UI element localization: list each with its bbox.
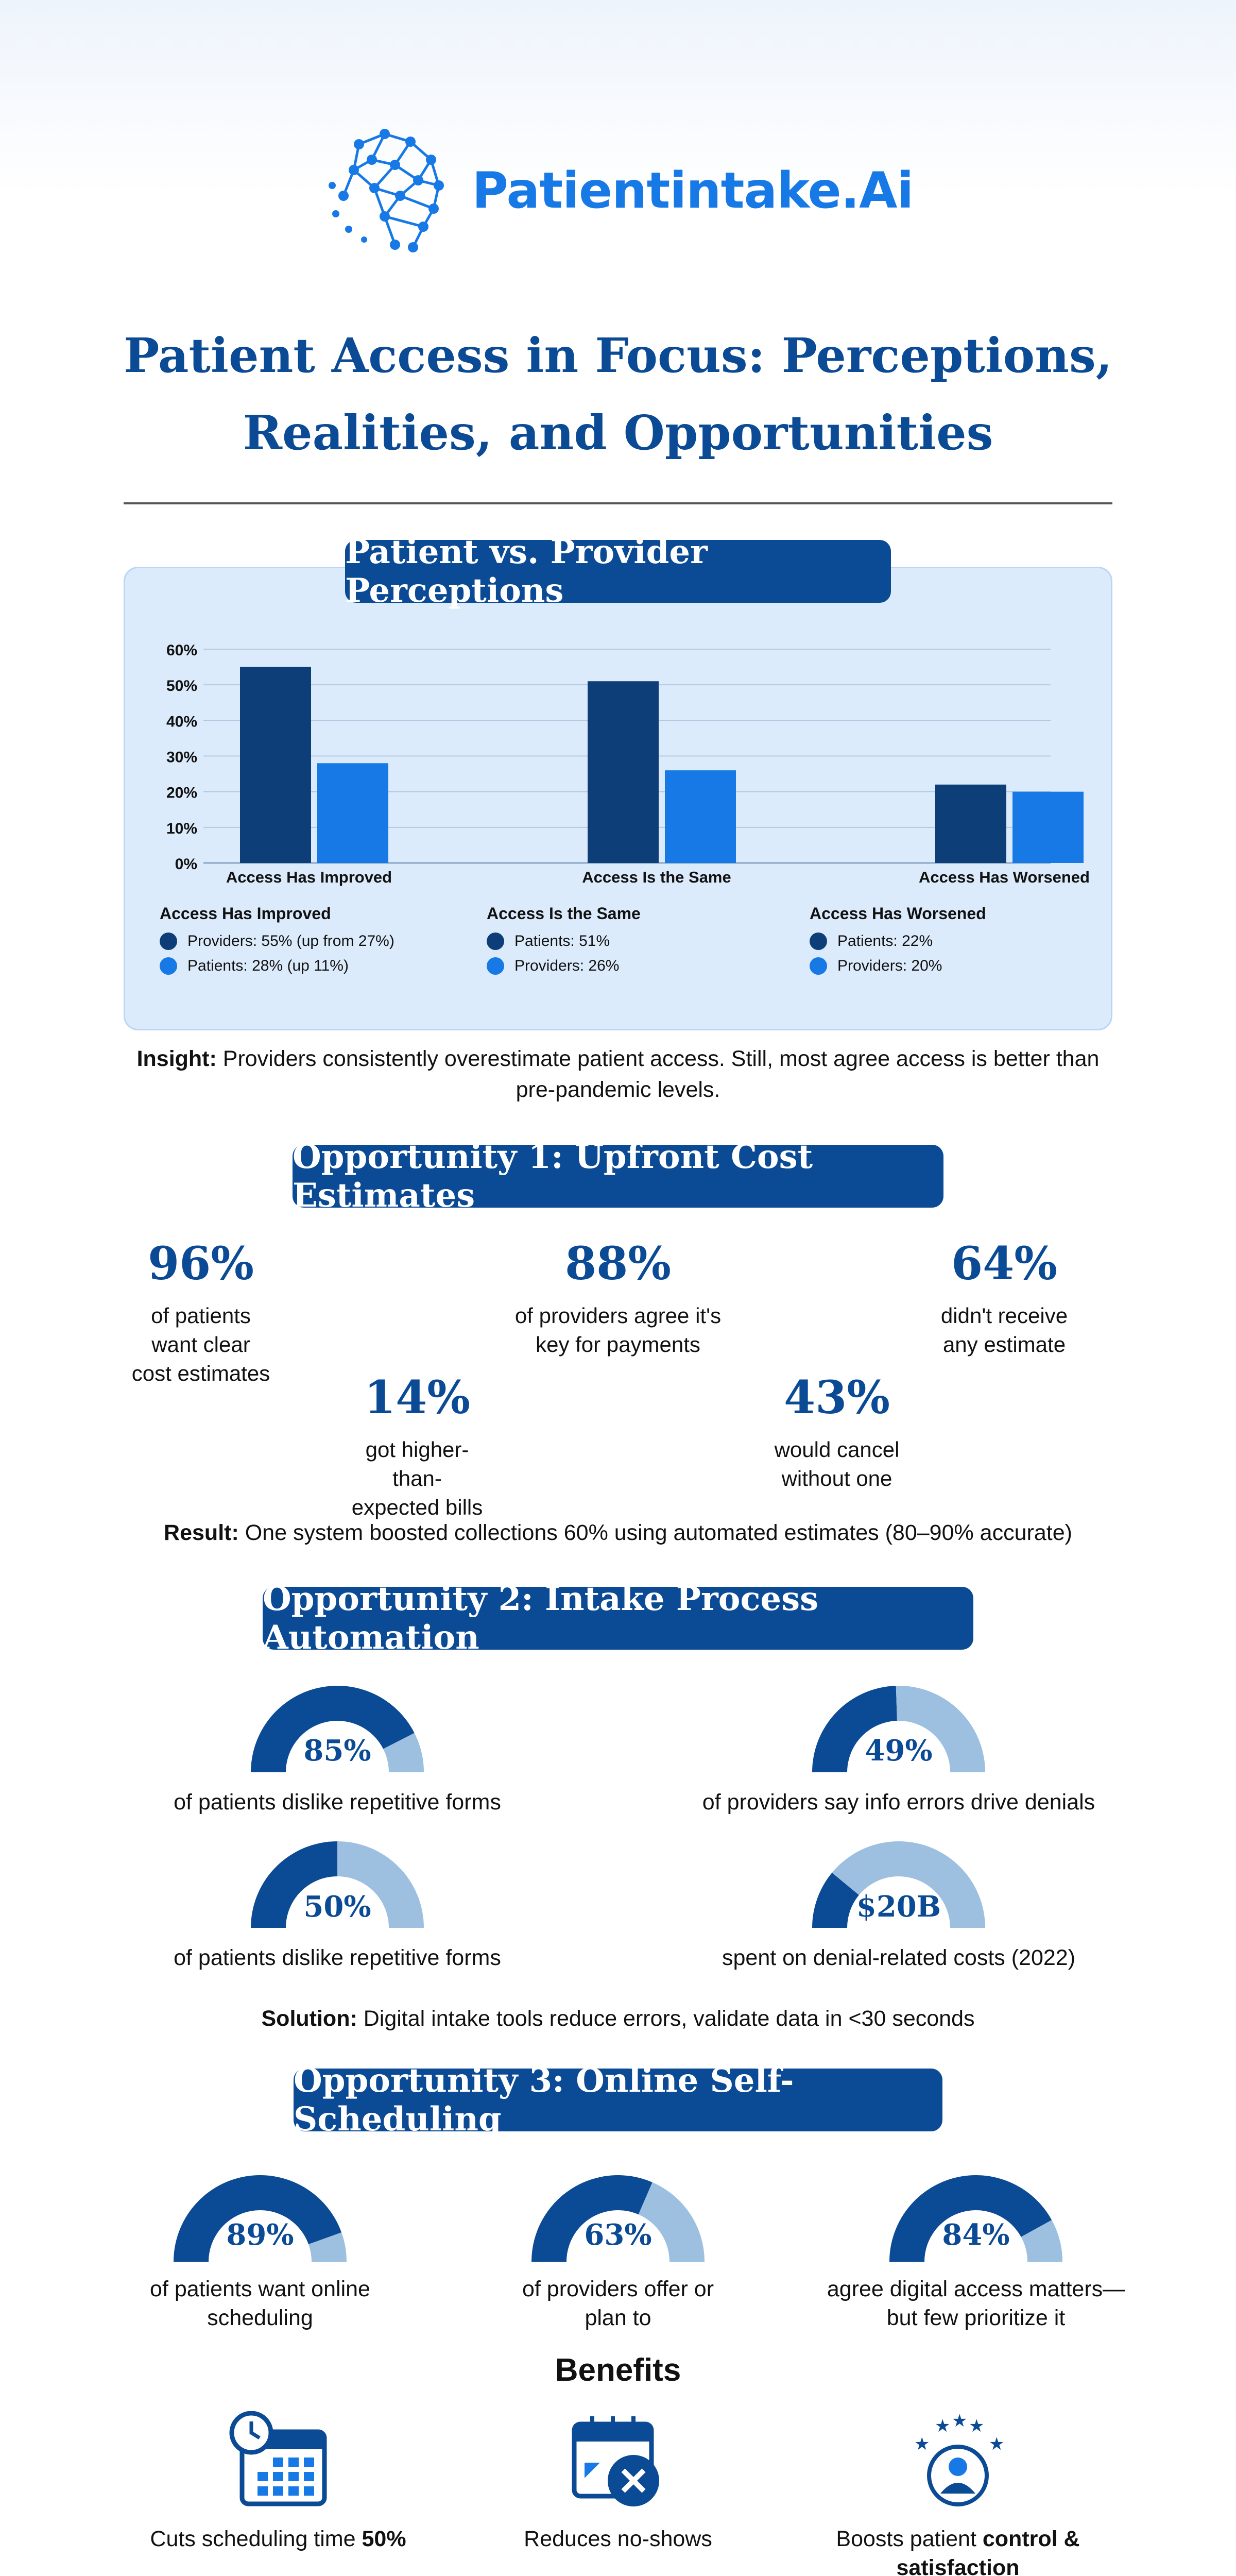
solution-label: Solution: [261,2006,357,2031]
stat-caption: didn't receive any estimate [940,1303,1068,1357]
y-tick-label: 50% [166,677,197,695]
svg-text:★: ★ [914,2434,930,2454]
stat-caption: got higher-than-expected bills [351,1437,483,1519]
legend-group-worsened [810,904,1098,975]
perceptions-bar-chart [124,567,1112,886]
gauge-value: 50% [303,1890,371,1924]
legend-label: Patients: 22% [837,933,933,950]
legend-heading: Access Has Worsened [810,904,986,923]
result-text [82,1517,1154,1548]
y-tick-label: 10% [166,820,197,837]
gauge-caption: of patients want online scheduling [150,2277,370,2330]
legend-item [487,933,775,950]
legend-item [810,933,1098,950]
benefit-caption [464,2524,772,2553]
insight-label: Insight: [136,1046,217,1071]
insight-body: Providers consistently overestimate patient access. Still, most agree access is better than pre-pandemic levels. [216,1046,1100,1102]
legend-label: Patients: 28% (up 11%) [187,957,349,974]
svg-text:★: ★ [952,2411,968,2431]
title-line-1: Patient Access in Focus: Perceptions, [124,328,1112,383]
stat-64 [901,1236,1107,1359]
gauge-value: 63% [584,2218,652,2252]
legend-dot-light [487,957,504,975]
gauge-value: $20B [856,1890,941,1924]
insight-text [124,1043,1112,1105]
svg-text:★: ★ [989,2434,1005,2454]
benefit-caption [124,2524,433,2553]
gauge-value: 85% [303,1734,371,1768]
stat-value: 64% [951,1236,1058,1290]
stat-caption: would cancel without one [774,1437,900,1490]
benefit-text: Reduces no-shows [524,2527,712,2551]
stat-value: 88% [564,1236,672,1290]
divider [124,502,1112,504]
stat-43 [734,1370,940,1493]
x-tick-label: Access Has Worsened [919,868,1090,886]
legend-dot-light [810,957,827,975]
stat-96 [98,1236,304,1388]
legend-group-same [487,904,775,975]
y-tick-label: 40% [166,713,197,731]
stat-caption: of providers agree it's key for payments [514,1303,722,1357]
bar-light [1012,792,1084,863]
legend-label: Providers: 26% [514,957,620,974]
bar-dark [935,785,1006,863]
gauge-caption: of providers offer or plan to [522,2277,714,2330]
legend-label: Patients: 51% [514,933,610,950]
svg-text:★: ★ [969,2416,985,2436]
svg-text:★: ★ [935,2416,951,2436]
title-line-2: Realities, and Opportunities [243,405,993,461]
legend-label: Providers: 20% [837,957,942,974]
brand-name: Patientintake.Ai [472,162,914,219]
stat-88 [512,1236,724,1359]
y-tick-label: 0% [175,856,197,873]
gauge-caption: of patients dislike repetitive forms [174,1790,501,1815]
y-tick-label: 30% [166,749,197,766]
benefit-caption [788,2524,1128,2576]
y-tick-label: 60% [166,642,197,659]
gauge-caption: spent on denial-related costs (2022) [722,1945,1076,1970]
stat-value: 96% [147,1236,254,1290]
legend-item [487,957,775,975]
opp1-pill: Opportunity 1: Upfront Cost Estimates [293,1145,943,1208]
benefit-bold: control & satisfaction [896,2527,1080,2576]
user-stars-icon [906,2411,1009,2509]
y-tick-label: 20% [166,784,197,802]
bar-light [665,770,736,863]
brain-network-icon [323,124,457,258]
x-tick-label: Access Is the Same [582,868,731,886]
benefits-title: Benefits [555,2352,681,2388]
solution-text [124,2003,1112,2034]
calendar-cancel-icon [569,2411,667,2509]
gauge-caption: of patients dislike repetitive forms [174,1945,501,1970]
legend-item [160,957,448,975]
legend-item [810,957,1098,975]
stat-value: 14% [364,1370,471,1424]
benefit-text: Cuts scheduling time [150,2527,362,2551]
legend-dot-dark [810,933,827,950]
calendar-clock-icon [227,2411,330,2509]
gauge-caption: of providers say info errors drive denials [702,1790,1095,1815]
brand-logo [0,118,1236,263]
opp3-pill: Opportunity 3: Online Self-Scheduling [294,2069,942,2131]
result-body: One system boosted collections 60% using automated estimates (80–90% accurate) [238,1520,1072,1545]
x-tick-label: Access Has Improved [226,868,392,886]
benefit-text: Boosts patient [836,2527,983,2551]
gauge-value: 49% [865,1734,933,1768]
gauge-value: 89% [226,2218,294,2252]
legend-heading: Access Has Improved [160,904,331,923]
bar-dark [588,681,659,863]
stat-14 [314,1370,520,1522]
legend-dot-dark [160,933,177,950]
legend-label: Providers: 55% (up from 27%) [187,933,394,950]
perceptions-pill: Patient vs. Provider Perceptions [345,540,891,603]
bar-dark [240,667,311,863]
opp2-pill: Opportunity 2: Intake Process Automation [263,1587,973,1650]
legend-heading: Access Is the Same [487,904,641,923]
stat-value: 43% [783,1370,890,1424]
solution-body: Digital intake tools reduce errors, validate data in <30 seconds [357,2006,975,2031]
page-title [103,317,1133,471]
bar-light [317,763,388,863]
stat-caption: of patients want clear cost estimates [131,1303,270,1385]
legend-dot-dark [487,933,504,950]
gauge-caption: agree digital access matters—but few prioritize it [827,2277,1125,2330]
benefit-bold: 50% [362,2527,406,2551]
legend-group-improved [160,904,448,975]
legend-dot-light [160,957,177,975]
legend-item [160,933,448,950]
result-label: Result: [164,1520,239,1545]
gauge-value: 84% [942,2218,1010,2252]
